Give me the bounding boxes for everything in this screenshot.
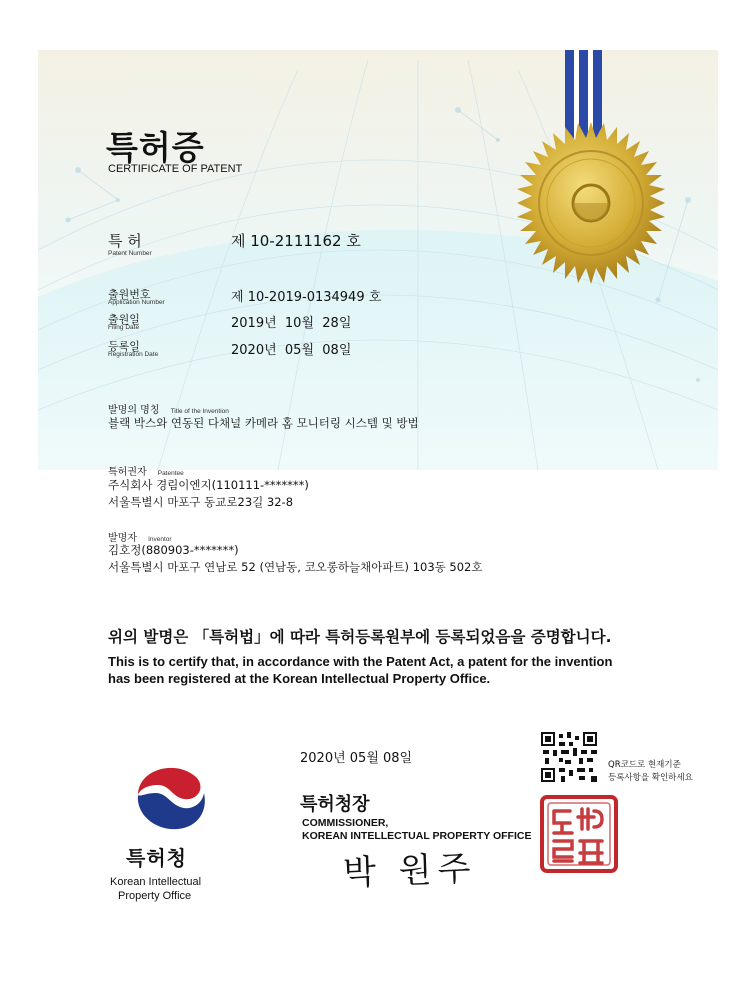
certificate-title-ko: 특허증 xyxy=(106,128,205,167)
filing-date-label-en: Filing Date xyxy=(108,324,140,331)
commissioner-title-en-line1: COMMISSIONER, xyxy=(302,817,389,829)
certification-text-en-line1: This is to certify that, in accordance with the Patent Act, a patent for the invention xyxy=(108,654,613,669)
kipo-logo-icon xyxy=(126,755,216,835)
patentee-label-ko: 특허권자 xyxy=(108,467,147,478)
commissioner-title-ko: 특허청장 xyxy=(300,794,370,815)
commissioner-title-en-line2: KOREAN INTELLECTUAL PROPERTY OFFICE xyxy=(302,830,532,842)
registration-date-label-en: Registration Date xyxy=(108,351,159,358)
application-number-value: 제 10-2019-0134949 호 xyxy=(231,290,382,305)
invention-label-ko: 발명의 명칭 xyxy=(108,405,160,416)
gold-seal-icon xyxy=(508,120,674,286)
qr-note-line1: QR코드로 현재기준 xyxy=(608,760,681,770)
inventor-label-en: Inventor xyxy=(148,536,172,543)
qr-code-icon xyxy=(541,732,597,782)
inventor-address: 서울특별시 마포구 연남로 52 (연남동, 코오롱하늘채아파트) 103동 502호 xyxy=(108,560,483,574)
commissioner-signature: 박 원주 xyxy=(342,848,478,894)
invention-label-en: Title of the Invention xyxy=(170,408,229,415)
inventor-name: 김호정(880903-*******) xyxy=(108,543,239,557)
patent-number-value: 제 10-2111162 호 xyxy=(231,232,361,250)
qr-note-line2: 등록사항을 확인하세요 xyxy=(608,773,693,783)
application-number-label-en: Application Number xyxy=(108,299,165,306)
office-name-en-line2: Property Office xyxy=(118,890,192,902)
application-number-label: 출원번호 xyxy=(108,288,151,301)
certification-text-en-line2: has been registered at the Korean Intellectual Property Office. xyxy=(108,671,491,686)
patent-number-label-en: Patent Number xyxy=(108,250,152,257)
invention-title-value: 블랙 박스와 연동된 다채널 카메라 홈 모니터링 시스템 및 방법 xyxy=(108,416,419,430)
inventor-label-ko: 발명자 xyxy=(108,533,137,544)
office-name-en-line1: Korean Intellectual xyxy=(110,876,202,888)
official-stamp-icon xyxy=(540,795,618,873)
certification-text-ko: 위의 발명은 「특허법」에 따라 특허등록원부에 등록되었음을 증명합니다. xyxy=(108,628,612,646)
certificate-title-en: CERTIFICATE OF PATENT xyxy=(108,163,243,175)
filing-date-value: 2019년 10월 28일 xyxy=(231,316,352,331)
issue-date: 2020년 05월 08일 xyxy=(300,751,413,766)
patentee-name: 주식회사 경림이엔지(110111-*******) xyxy=(108,478,309,492)
registration-date-value: 2020년 05월 08일 xyxy=(231,343,352,358)
patent-number-label: 특 허 xyxy=(108,232,142,250)
patentee-label-en: Patentee xyxy=(157,470,184,477)
patentee-address: 서울특별시 마포구 동교로23길 32-8 xyxy=(108,495,294,509)
office-name-ko: 특허청 xyxy=(126,846,187,870)
filing-date-label: 출원일 xyxy=(108,313,140,326)
registration-date-label: 등록일 xyxy=(108,340,140,353)
certificate-sheet xyxy=(38,50,718,940)
